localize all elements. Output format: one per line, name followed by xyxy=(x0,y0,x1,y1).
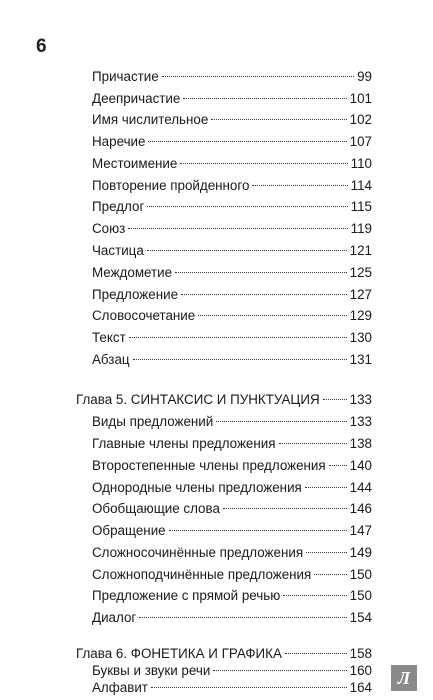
toc-entry-label: Местоимение xyxy=(92,156,178,171)
toc-entry xyxy=(92,68,372,86)
toc-entry xyxy=(92,111,372,129)
toc-entry-label: Главные члены предложения xyxy=(92,436,276,451)
toc-entry xyxy=(92,329,372,347)
toc-entry-page: 160 xyxy=(349,663,372,678)
toc-entry-label: Обращение xyxy=(92,523,166,538)
toc-entry-page: 127 xyxy=(349,287,372,302)
toc-entry-label: Абзац xyxy=(92,352,130,367)
toc-entry-label: Виды предложений xyxy=(92,414,214,429)
toc-entry-page: 164 xyxy=(349,680,372,695)
toc-chapter-heading xyxy=(76,391,372,409)
toc-chapter-page: 133 xyxy=(349,392,372,407)
leader-dots xyxy=(211,119,346,120)
leader-dots xyxy=(162,76,354,77)
toc-entry-page: 119 xyxy=(350,221,372,236)
toc-entry-page: 115 xyxy=(350,199,372,214)
leader-dots xyxy=(329,465,347,466)
leader-dots xyxy=(285,653,347,654)
leader-dots xyxy=(180,163,347,164)
toc-entry-page: 125 xyxy=(349,265,372,280)
toc-entry-label: Словосочетание xyxy=(92,308,196,323)
toc-entry-label: Сложноподчинённые предложения xyxy=(92,567,312,582)
toc-entry-label: Однородные члены предложения xyxy=(92,480,302,495)
leader-dots xyxy=(198,315,346,316)
toc-entry-page: 121 xyxy=(349,243,372,258)
toc-entry-label: Обобщающие слова xyxy=(92,501,220,516)
toc-entry xyxy=(92,307,372,325)
toc-entry xyxy=(92,522,372,540)
toc-entry xyxy=(92,198,372,216)
toc-entry-page: 99 xyxy=(357,69,372,84)
toc-entry-label: Текст xyxy=(92,330,126,345)
toc-entry xyxy=(92,566,372,584)
leader-dots xyxy=(147,250,347,251)
toc-entry-page: 140 xyxy=(349,458,372,473)
toc-entry-label: Диалог xyxy=(92,610,137,625)
toc-entry xyxy=(92,662,372,680)
leader-dots xyxy=(305,487,347,488)
leader-dots xyxy=(306,552,347,553)
leader-dots xyxy=(151,687,347,688)
toc-entry xyxy=(92,587,372,605)
toc-chapter-page: 158 xyxy=(349,646,372,661)
toc-entry-page: 114 xyxy=(350,178,372,193)
toc-chapter-heading xyxy=(76,645,372,663)
leader-dots xyxy=(223,508,347,509)
toc-entry-label: Причастие xyxy=(92,69,159,84)
toc-entry-page: 133 xyxy=(349,414,372,429)
toc-entry-label: Буквы и звуки речи xyxy=(92,663,211,678)
toc-entry xyxy=(92,544,372,562)
toc-entry-label: Сложносочинённые предложения xyxy=(92,545,304,560)
leader-dots xyxy=(283,595,346,596)
toc-entry-page: 149 xyxy=(349,545,372,560)
toc-entry-page: 144 xyxy=(349,480,372,495)
toc-entry-label: Повторение пройденного xyxy=(92,178,250,193)
toc-entry xyxy=(92,220,372,238)
toc-entry-label: Предлог xyxy=(92,199,145,214)
toc-entry xyxy=(92,479,372,497)
toc-entry xyxy=(92,90,372,108)
leader-dots xyxy=(175,272,347,273)
toc-entry-page: 150 xyxy=(349,588,372,603)
toc-entry xyxy=(92,155,372,173)
toc-entry-label: Имя числительное xyxy=(92,112,209,127)
leader-dots xyxy=(128,228,347,229)
toc-entry xyxy=(92,351,372,369)
leader-dots xyxy=(252,185,347,186)
toc-entry xyxy=(92,435,372,453)
toc-entry-label: Второстепенные члены предложения xyxy=(92,458,326,473)
leader-dots xyxy=(323,399,347,400)
toc-entry xyxy=(92,500,372,518)
leader-dots xyxy=(129,337,347,338)
toc-chapter-label: Глава 6. ФОНЕТИКА И ГРАФИКА xyxy=(76,646,282,661)
leader-dots xyxy=(169,530,347,531)
toc-entry-page: 110 xyxy=(350,156,372,171)
toc-entry xyxy=(92,679,372,697)
toc-entry-page: 150 xyxy=(349,567,372,582)
toc-entry-page: 102 xyxy=(349,112,372,127)
toc-chapter-label: Глава 5. СИНТАКСИС И ПУНКТУАЦИЯ xyxy=(76,392,320,407)
toc-entry-label: Предложение с прямой речью xyxy=(92,588,281,603)
leader-dots xyxy=(133,359,347,360)
publisher-logo xyxy=(391,665,417,691)
toc-entry-label: Союз xyxy=(92,221,126,236)
leader-dots xyxy=(181,294,347,295)
toc-entry-page: 129 xyxy=(349,308,372,323)
toc-entry-page: 146 xyxy=(349,501,372,516)
toc-entry-label: Наречие xyxy=(92,134,146,149)
toc-entry xyxy=(92,609,372,627)
toc-entry xyxy=(92,133,372,151)
toc-entry-page: 130 xyxy=(349,330,372,345)
toc-entry-label: Деепричастие xyxy=(92,91,181,106)
leader-dots xyxy=(213,670,346,671)
toc-entry-page: 101 xyxy=(349,91,372,106)
toc-entry xyxy=(92,286,372,304)
toc-entry-page: 154 xyxy=(349,610,372,625)
leader-dots xyxy=(216,421,346,422)
toc-entry-label: Алфавит xyxy=(92,680,148,695)
leader-dots xyxy=(314,574,346,575)
toc-entry-label: Предложение xyxy=(92,287,179,302)
toc-entry-page: 131 xyxy=(349,352,372,367)
leader-dots xyxy=(183,98,346,99)
leader-dots xyxy=(148,141,346,142)
toc-entry xyxy=(92,242,372,260)
page-number: 6 xyxy=(36,36,47,57)
toc-entry-label: Междометие xyxy=(92,265,173,280)
toc-entry-page: 147 xyxy=(349,523,372,538)
toc-entry xyxy=(92,264,372,282)
leader-dots xyxy=(147,206,347,207)
toc-entry xyxy=(92,413,372,431)
leader-dots xyxy=(139,617,346,618)
logo-letter: Л xyxy=(397,668,411,688)
toc-entry-page: 138 xyxy=(349,436,372,451)
toc-entry-page: 107 xyxy=(349,134,372,149)
toc-entry-label: Частица xyxy=(92,243,144,258)
toc-entry xyxy=(92,177,372,195)
toc-entry xyxy=(92,457,372,475)
leader-dots xyxy=(279,443,347,444)
